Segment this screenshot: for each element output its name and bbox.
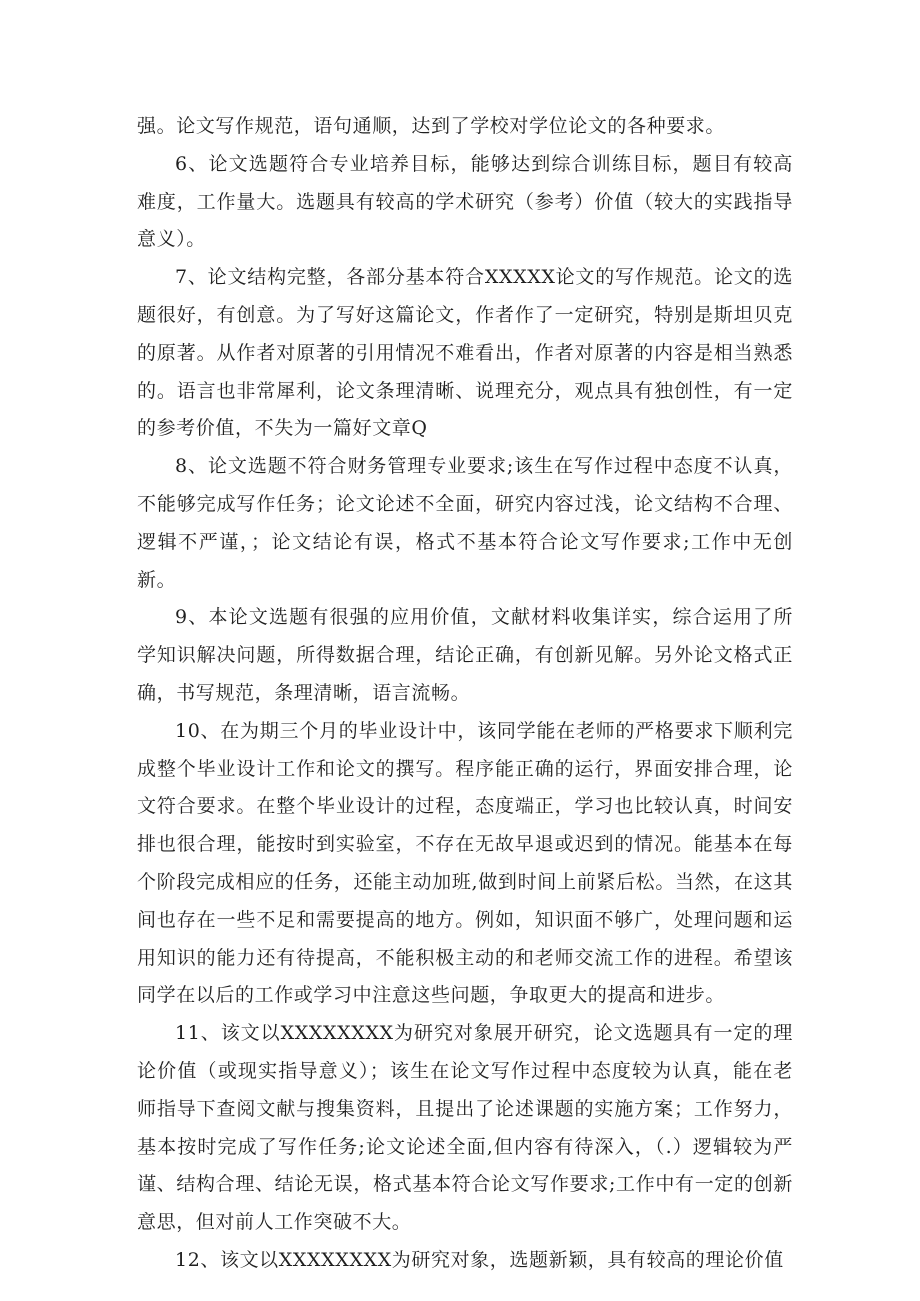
paragraph-item-12: 12、该文以XXXXXXXX为研究对象，选题新颖，具有较高的理论价值 <box>175 1248 784 1271</box>
paragraph-item-6: 6、论文选题符合专业培养目标，能够达到综合训练目标，题目有较高难度，工作量大。选题具有较高的学术研究（参考）价值（较大的实践指导意义）。 <box>137 152 793 251</box>
paragraph-item-9: 9、本论文选题有很强的应用价值，文献材料收集详实，综合运用了所学知识解决问题，所得数据合理，结论正确，有创新见解。另外论文格式正确，书写规范，条理清晰，语言流畅。 <box>137 606 793 704</box>
paragraph-item-11: 11、该文以XXXXXXXX为研究对象展开研究，论文选题具有一定的理论价值（或现实指导意义）；该生在论文写作过程中态度较为认真，能在老师指导下查阅文献与搜集资料，且提出了论述课题的实施方案；工作努力，基本按时完成了写作任务;论文论述全面,但内容有待深入，（.）逻辑较为严谨、结构合理、结论无误，格式基本符合论文写作要求;工作中有一定的创新意思，但对前人工作突破不大。 <box>137 1022 793 1234</box>
paragraph-item-10: 10、在为期三个月的毕业设计中，该同学能在老师的严格要求下顺利完成整个毕业设计工作和论文的撰写。程序能正确的运行，界面安排合理，论文符合要求。在整个毕业设计的过程，态度端正，学习也比较认真，时间安排也很合理，能按时到实验室，不存在无故早退或迟到的情况。能基本在每个阶段完成相应的任务，还能主动加班,做到时间上前紧后松。当然，在这其间也存在一些不足和需要提高的地方。例如，知识面不够广，处理问题和运用知识的能力还有待提高，不能积极主动的和老师交流工作的进程。希望该同学在以后的工作或学习中注意这些问题，争取更大的提高和进步。 <box>137 719 793 1007</box>
document-body <box>137 108 793 1280</box>
paragraph-continuation: 强。论文写作规范，语句通顺，达到了学校对学位论文的各种要求。 <box>137 115 726 137</box>
paragraph-item-8: 8、论文选题不符合财务管理专业要求;该生在写作过程中态度不认真，不能够完成写作任务；论文论述不全面，研究内容过浅，论文结构不合理、逻辑不严谨，；论文结论有误，格式不基本符合论文写作要求;工作中无创新。 <box>137 455 793 591</box>
paragraph-item-7: 7、论文结构完整，各部分基本符合XXXXX论文的写作规范。论文的选题很好，有创意。为了写好这篇论文，作者作了一定研究，特别是斯坦贝克的原著。从作者对原著的引用情况不难看出，作者对原著的内容是相当熟悉的。语言也非常犀利，论文条理清晰、说理充分，观点具有独创性，有一定的参考价值，不失为一篇好文章Q <box>137 266 793 440</box>
